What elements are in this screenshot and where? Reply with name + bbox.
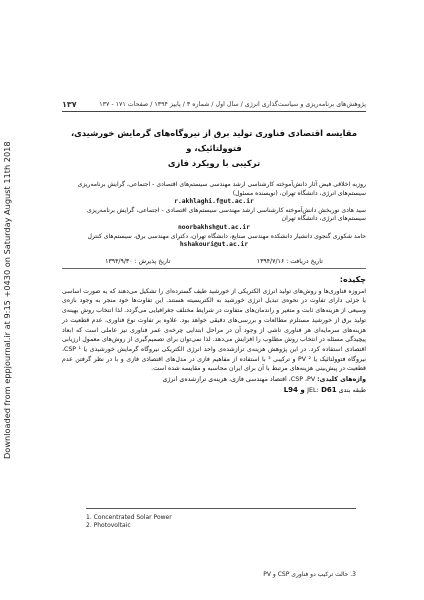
keywords-text: CSP ،PV، اقتصاد مهندسی فازی، هزینه‌ی ترازشده‌ی انرژی bbox=[162, 376, 316, 384]
title-line-1: مقایسه اقتصادی فناوری تولید برق از نیروگاه‌های گرمایش خورشیدی، فتوولتائیک، و bbox=[70, 128, 358, 153]
dates-row bbox=[62, 258, 366, 269]
keywords-line bbox=[62, 376, 366, 383]
author-affiliation-2: سید هادی نوربخش دانش‌آموخته کارشناسی ارشد مهندسی سیستم‌های اقتصادی - اجتماعی، گرایش برنامه‌ریزی سیستم‌های انرژی، دانشگاه تهران bbox=[87, 206, 366, 223]
paper-title bbox=[62, 126, 366, 171]
keywords-label: واژه‌های کلیدی: bbox=[317, 376, 366, 384]
author-affiliation-3: حامد شکوری گنجوی دانشیار دانشکده مهندسی صنایع، دانشگاه تهران، دکترای مهندسی برق، سیستم‌های کنترل bbox=[87, 232, 366, 240]
author-email-3[interactable]: hshakouri@ut.ac.ir bbox=[179, 241, 249, 249]
accepted-date: تاریخ پذیرش : ۱۳۹۴/۹/۳۰ bbox=[105, 257, 171, 265]
title-line-2: ترکیبی با رویکرد فازی bbox=[167, 158, 261, 168]
journal-line: پژوهش‌های برنامه‌ریزی و سیاست‌گذاری انرژی / سال اول / شماره ۳ / پاییز ۱۳۹۴ / صفحات ۱۷۱ - ۱۳۷ bbox=[99, 101, 366, 108]
jel-line bbox=[62, 386, 366, 394]
abstract-text: امروزه فناوری‌ها و روش‌های تولید انرژی الکتریکی از خورشید طیف گسترده‌ای را تشکیل می‌دهند که به صورت اساسی یا جزئی دارای تفاوت در نحوه‌ی تبدیل انرژی خورشید به الکتریسیته هستند. این تفاوت‌ها خود منجر به وجود بازه‌ی وسیعی از هزینه‌های ثابت و متغیر و راندمان‌های متفاوت در شرایط مختلف جغرافیایی می‌گردد. لذا انتخاب روش بهینه‌ی تولید برق از خورشید مستلزم مطالعات و بررسی‌های دقیقی خواهد بود. علاوه بر تفاوت نوع فناوری، عدم قطعیت در هزینه‌های سرمایه‌ای هر فناوری ناشی از وجود آن در مراحل ابتدایی چرخه‌ی عمر فناوری نیز عاملی است که ابعاد پیچیدگی مسئله در انتخاب روش مطلوب را افزایش می‌دهد. لذا نمی‌توان برای تصمیم‌گیری از روش‌های معمول ارزیابی اقتصادی استفاده کرد. در این پژوهش هزینه‌ی ترازشده‌ی واحد انرژی الکتریکی نیروگاه گرمایش خورشیدی یا CSP ¹، نیروگاه فتوولتائیک یا PV ² و ترکیبی ³ با استفاده از مفاهیم فازی در مدل‌های اقتصادی فازی و با در نظر گرفتن عدم قطعیت در پیش‌بینی هزینه‌های مرتبط با آن برای ایران محاسبه و مقایسه شده است. bbox=[62, 287, 366, 373]
author-affiliation-1: روزبه اخلاقی فیض آثار دانش‌آموخته کارشناسی ارشد مهندسی سیستم‌های اقتصادی - اجتماعی، گرایش برنامه‌ریزی سیستم‌های انرژی، دانشگاه تهران، (نویسنده مسئول) bbox=[77, 181, 366, 197]
jel-label: طبقه بندی JEL: bbox=[307, 387, 366, 395]
footnote-3: 3. حالت ترکیب دو فناوری CSP و PV bbox=[263, 571, 356, 578]
author-email-1[interactable]: r.akhlaghi.f@ut.ac.ir bbox=[174, 198, 254, 206]
footnote-2: 2. Photovoltaic bbox=[86, 522, 131, 530]
abstract-heading: چکیده: bbox=[339, 274, 366, 284]
footnotes bbox=[86, 508, 356, 530]
footnote-1: 1. Concentrated Solar Power bbox=[86, 514, 172, 521]
running-header bbox=[62, 100, 366, 112]
page-number: ۱۳۷ bbox=[62, 100, 77, 109]
jel-codes: D61 و L94 bbox=[283, 386, 337, 395]
received-date: تاریخ دریافت : ۱۳۹۴/۷/۱۶ bbox=[256, 257, 323, 265]
author-email-2[interactable]: noorbakhsh@ut.ac.ir bbox=[177, 223, 251, 231]
download-watermark: Downloaded from eppjournal.ir at 9:15 +0430 on Saturday August 11th 2018 bbox=[2, 141, 12, 459]
author-block bbox=[62, 181, 366, 250]
